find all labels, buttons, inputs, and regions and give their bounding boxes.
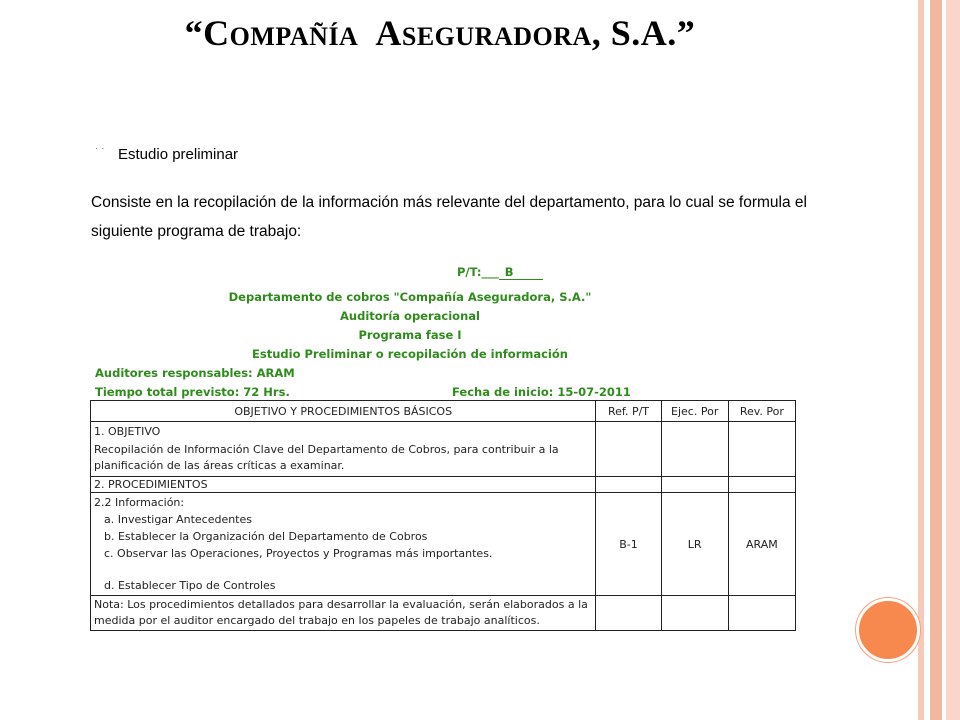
decorative-stripe: [946, 0, 960, 720]
slide-title: “COMPAÑÍA ASEGURADORA, S.A.”: [184, 13, 696, 53]
ejec-cell: LR: [661, 493, 728, 596]
table-row: [91, 596, 796, 631]
section-paragraph: Consiste en la recopilación de la información más relevante del departamento, para lo cual se formula el siguiente programa de trabajo:: [91, 194, 807, 240]
list-item: b. Establecer la Organización del Departamento de Cobros: [104, 530, 428, 543]
ref-cell: B-1: [596, 493, 661, 596]
pt-reference: P/T:___ B: [457, 265, 543, 280]
information-cell: [91, 493, 596, 596]
section-heading: Estudio preliminar: [118, 146, 239, 163]
objective-title: 1. OBJETIVO: [94, 425, 161, 438]
decorative-circle: [856, 598, 920, 662]
note-cell: Nota: Los procedimientos detallados para desarrollar la evaluación, serán elaborados a la medida por el auditor encargado del trabajo en los papeles de trabajo analíticos.: [91, 596, 596, 631]
procedures-title: 2. PROCEDIMIENTOS: [91, 477, 596, 493]
program-department: Departamento de cobros "Compañía Aseguradora, S.A.": [228, 290, 592, 304]
program-study: Estudio Preliminar o recopilación de información: [252, 347, 568, 361]
col-header: Ref. P/T: [596, 401, 661, 422]
program-auditors: Auditores responsables: ARAM: [95, 366, 295, 380]
decorative-stripe: [918, 0, 924, 720]
program-table: [90, 400, 796, 631]
list-item: a. Investigar Antecedentes: [104, 513, 252, 526]
program-start-date: Fecha de inicio: 15-07-2011: [452, 385, 631, 399]
objective-text: Recopilación de Información Clave del Departamento de Cobros, para contribuir a la planificación de las áreas críticas a examinar.: [94, 443, 559, 472]
list-item: d. Establecer Tipo de Controles: [104, 579, 276, 592]
program-audit-type: Auditoría operacional: [340, 309, 480, 323]
table-row: [91, 493, 796, 596]
rev-cell: ARAM: [728, 493, 795, 596]
objective-cell: [91, 422, 596, 477]
table-header-row: [91, 401, 796, 422]
program-phase: Programa fase I: [358, 328, 462, 342]
col-header: OBJETIVO Y PROCEDIMIENTOS BÁSICOS: [91, 401, 596, 422]
table-row: [91, 477, 796, 493]
col-header: Ejec. Por: [661, 401, 728, 422]
program-time: Tiempo total previsto: 72 Hrs.: [95, 385, 290, 399]
col-header: Rev. Por: [728, 401, 795, 422]
decorative-stripe: [930, 0, 942, 720]
section-marker: · ·: [95, 143, 105, 154]
list-item: c. Observar las Operaciones, Proyectos y Programas más importantes.: [104, 547, 493, 560]
table-row: [91, 422, 796, 477]
info-title: 2.2 Información:: [94, 496, 185, 509]
